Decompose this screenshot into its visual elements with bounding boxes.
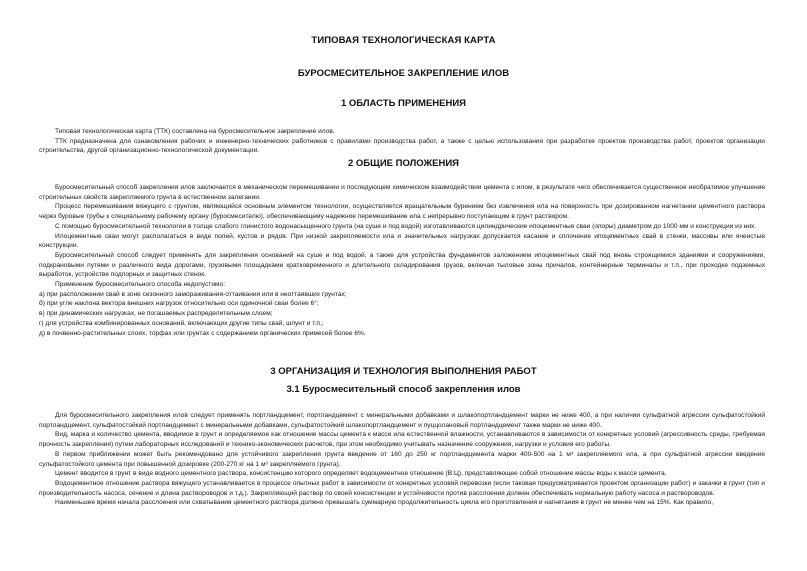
section-3-heading: 3 ОРГАНИЗАЦИЯ И ТЕХНОЛОГИЯ ВЫПОЛНЕНИЯ РАБОТ <box>270 366 537 377</box>
section-3-1-body <box>39 411 765 508</box>
document-subtitle: БУРОСМЕСИТЕЛЬНОЕ ЗАКРЕПЛЕНИЕ ИЛОВ <box>297 68 510 79</box>
paragraph: Цемент вводится в грунт в виде водного цементного раствора, консистенцию которого определяет водоцементное отношение (В:Ц), представляющее собой отношение массы воды к массе цемента. <box>55 470 667 478</box>
document-title: ТИПОВАЯ ТЕХНОЛОГИЧЕСКАЯ КАРТА <box>311 35 496 46</box>
paragraph: Для буросмесительного закрепления илов следует применять портландцемент, портландцемент с минеральными добавками и шлакопортландцемент марки не ниже 400, а при наличии сульфатной агрессии сульфатостойкий портландцемент, сульфатостойкий портландцемент с минеральными добавками, сульфатостойкий шлакопортландцемент и пуццолановый портландцемент также марки не ниже 400. <box>39 412 765 429</box>
list-item: в) при динамических нагрузках, не погашаемых распределительным слоем; <box>39 310 273 318</box>
paragraph: Наименьшее время начала расслоения или схватывания цементного раствора должно превышать суммарную продолжительность цикла его приготовления и нагнетания в грунт не менее чем на 15%. Как правило, <box>55 499 714 507</box>
section-2-heading: 2 ОБЩИЕ ПОЛОЖЕНИЯ <box>348 158 459 169</box>
paragraph: Типовая технологическая карта (ТТК) составлена на буросмесительное закрепление илов. <box>55 128 335 135</box>
paragraph: Процесс перемешивания вяжущего с грунтом, являющийся основным элементом технологии, осуществляется вращательным бурением без извлечения ила на поверхность при дозированном нагнетании цементного раствора через буровые трубы к специальному рабочему органу (буросмесителю), обеспечивающему надежное перемешивание ила с непрерывно поступающим в грунт раствором. <box>39 203 765 221</box>
section-1-body <box>39 127 765 156</box>
paragraph: В первом приближении может быть рекомендовано для устойчивого закрепления грунта введение от 160 до 250 кг портландцемента марки 400-500 на 1 м³ закрепляемого ила, а при сульфатной агрессии введение сульфатостойкого цемента при повышенной дозировке (200-270 кг на 1 м³ закрепляемого грунта). <box>39 450 765 468</box>
paragraph: ТТК предназначена для ознакомления рабочих и инженерно-технических работников с правилами производства работ, а также с целью использования при разработке проектов производства работ, проектов организации строительства, другой организационно-технологической документации. <box>39 137 765 155</box>
list-item: б) при угле наклона вектора внешних нагрузок относительно оси одиночной сваи более 6°; <box>39 300 319 308</box>
list-item: а) при расположении свай в зоне сезонного замораживания-оттаивания или в неоттаявших грунтах; <box>39 290 347 298</box>
paragraph: Буросмесительный способ следует применять для закрепления оснований на суше и под водой, а также для устройства фундаментов заложением ипоцементных свай под вновь строящимися зданиями и сооружениями, подкрановыми путями и различного вида дорогами, грузовыми площадками кратковременного и длительного складирования грузов, включая тыловые зоны причалов, контейнерные терминалы и т.п., при проходке подземных выработок, устройстве подпорных и защитных стенок. <box>39 251 765 279</box>
list-item: г) для устройства комбинированных оснований, включающих другие типы свай, шпунт и т.п.; <box>39 319 324 327</box>
paragraph: Водоцементное отношение раствора вяжущего устанавливается в процессе опытных работ в зависимости от конкретных условий перевозки (если таковая предусматривается проектом организации работ) и закачки в грунт (тип и производительность насоса, сечение и длина раствороводов и т.д.). Закрепляющий раствор по своей консистенции и устойчивости против расслоения должен обеспечивать нормальную работу насоса и раствороводов. <box>39 479 765 497</box>
paragraph: Илоцементные сваи могут располагаться в виде полей, кустов и рядов. При низкой закрепляемости ила и значительных нагрузках допускается касание и сплочение ипоцементных свай в стенки, массивы или ячеистые конструкции. <box>39 232 765 250</box>
paragraph: Применение буросмесительного способа недопустимо: <box>55 281 226 289</box>
section-2-body <box>39 183 765 338</box>
section-3-1-heading: 3.1 Буросмесительный способ закрепления илов <box>286 384 521 395</box>
list-item: д) в почвенно-растительных слоях, торфах или грунтах с содержанием органических примесей более 6%. <box>39 329 366 337</box>
paragraph: Вид, марка и количество цемента, вводимое в грунт и определяемое как отношение массы цемента к массе ила естественной влажности, устанавливаются в зависимости от конкретных условий (агрессивность среды, требуемая прочность закрепления) путем лабораторных исследований и технико-экономических расчетов, при этом необходимо учитывать назначение сооружения, нагрузки и условия его работы. <box>39 431 765 449</box>
paragraph: С помощью буросмесительной технологии в толще слабого глинистого водонасыщенного грунта (на суше и под водой) изготавливаются цилиндрические ипоцементные сваи (опоры) диаметром до 1000 мм и конструкции из них. <box>55 222 757 230</box>
paragraph: Буросмесительный способ закрепления илов заключается в механическом перемешивании и последующем химическом взаимодействии цемента с илом, в результате чего обеспечивается существенное необратимое улучшение строительных свойств закрепляемого грунта в естественном залегании. <box>39 184 765 201</box>
section-1-heading: 1 ОБЛАСТЬ ПРИМЕНЕНИЯ <box>340 98 467 109</box>
